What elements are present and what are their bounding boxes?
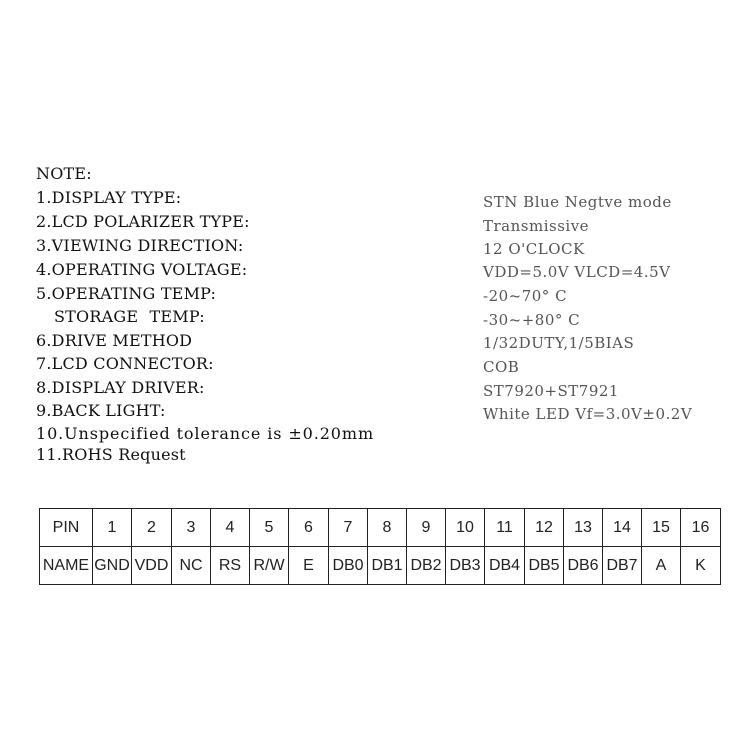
- pin-number-cell: 14: [603, 509, 642, 547]
- value-lcd-connector: COB: [483, 358, 520, 376]
- note-item-operating-voltage: 4.OPERATING VOLTAGE:: [36, 260, 248, 279]
- pin-name-cell: DB4: [485, 547, 525, 585]
- pin-name-cell: DB1: [368, 547, 407, 585]
- pin-name-cell: DB6: [564, 547, 603, 585]
- pin-number-cell: 4: [211, 509, 250, 547]
- value-operating-voltage: VDD=5.0V VLCD=4.5V: [483, 263, 671, 281]
- value-storage-temp: -30~+80° C: [483, 311, 581, 329]
- pin-name-cell: DB7: [603, 547, 642, 585]
- pin-name-cell: DB3: [446, 547, 485, 585]
- note-item-operating-temp: 5.OPERATING TEMP:: [36, 284, 217, 303]
- name-row-header: NAME: [40, 547, 93, 585]
- note-item-viewing-direction: 3.VIEWING DIRECTION:: [36, 236, 244, 255]
- pin-name-cell: RS: [211, 547, 250, 585]
- note-item-rohs: 11.ROHS Request: [36, 445, 186, 464]
- value-display-driver: ST7920+ST7921: [483, 382, 619, 400]
- note-item-display-driver: 8.DISPLAY DRIVER:: [36, 378, 205, 397]
- pin-name-row: [40, 547, 721, 585]
- pin-number-cell: 13: [564, 509, 603, 547]
- pin-number-row: [40, 509, 721, 547]
- value-display-type: STN Blue Negtve mode: [483, 193, 672, 211]
- pin-name-cell: DB0: [329, 547, 368, 585]
- note-item-lcd-connector: 7.LCD CONNECTOR:: [36, 354, 214, 373]
- pin-number-cell: 16: [681, 509, 721, 547]
- value-drive-method: 1/32DUTY,1/5BIAS: [483, 334, 635, 352]
- pin-name-cell: DB2: [407, 547, 446, 585]
- note-item-polarizer-type: 2.LCD POLARIZER TYPE:: [36, 212, 250, 231]
- value-viewing-direction: 12 O'CLOCK: [483, 240, 585, 258]
- pin-assignment-table: [39, 508, 721, 585]
- note-item-tolerance: 10.Unspecified tolerance is ±0.20mm: [36, 424, 375, 443]
- pin-number-cell: 12: [525, 509, 564, 547]
- note-item-back-light: 9.BACK LIGHT:: [36, 401, 166, 420]
- pin-number-cell: 11: [485, 509, 525, 547]
- pin-number-cell: 2: [132, 509, 172, 547]
- value-operating-temp: -20~70° C: [483, 287, 568, 305]
- pin-name-cell: GND: [93, 547, 132, 585]
- pin-row-header: PIN: [40, 509, 93, 547]
- pin-name-cell: E: [289, 547, 329, 585]
- notes-heading: NOTE:: [36, 164, 92, 183]
- pin-number-cell: 5: [250, 509, 289, 547]
- pin-number-cell: 15: [642, 509, 681, 547]
- value-back-light: White LED Vf=3.0V±0.2V: [483, 405, 693, 423]
- note-item-drive-method: 6.DRIVE METHOD: [36, 331, 193, 350]
- pin-number-cell: 1: [93, 509, 132, 547]
- pin-name-cell: VDD: [132, 547, 172, 585]
- pin-name-cell: DB5: [525, 547, 564, 585]
- pin-number-cell: 9: [407, 509, 446, 547]
- pin-number-cell: 3: [172, 509, 211, 547]
- note-item-storage-temp: STORAGE TEMP:: [54, 307, 205, 326]
- pin-number-cell: 6: [289, 509, 329, 547]
- pin-name-cell: K: [681, 547, 721, 585]
- pin-number-cell: 7: [329, 509, 368, 547]
- pin-number-cell: 8: [368, 509, 407, 547]
- pin-number-cell: 10: [446, 509, 485, 547]
- note-item-display-type: 1.DISPLAY TYPE:: [36, 188, 182, 207]
- pin-name-cell: R/W: [250, 547, 289, 585]
- value-polarizer-type: Transmissive: [483, 217, 590, 235]
- pin-name-cell: A: [642, 547, 681, 585]
- pin-name-cell: NC: [172, 547, 211, 585]
